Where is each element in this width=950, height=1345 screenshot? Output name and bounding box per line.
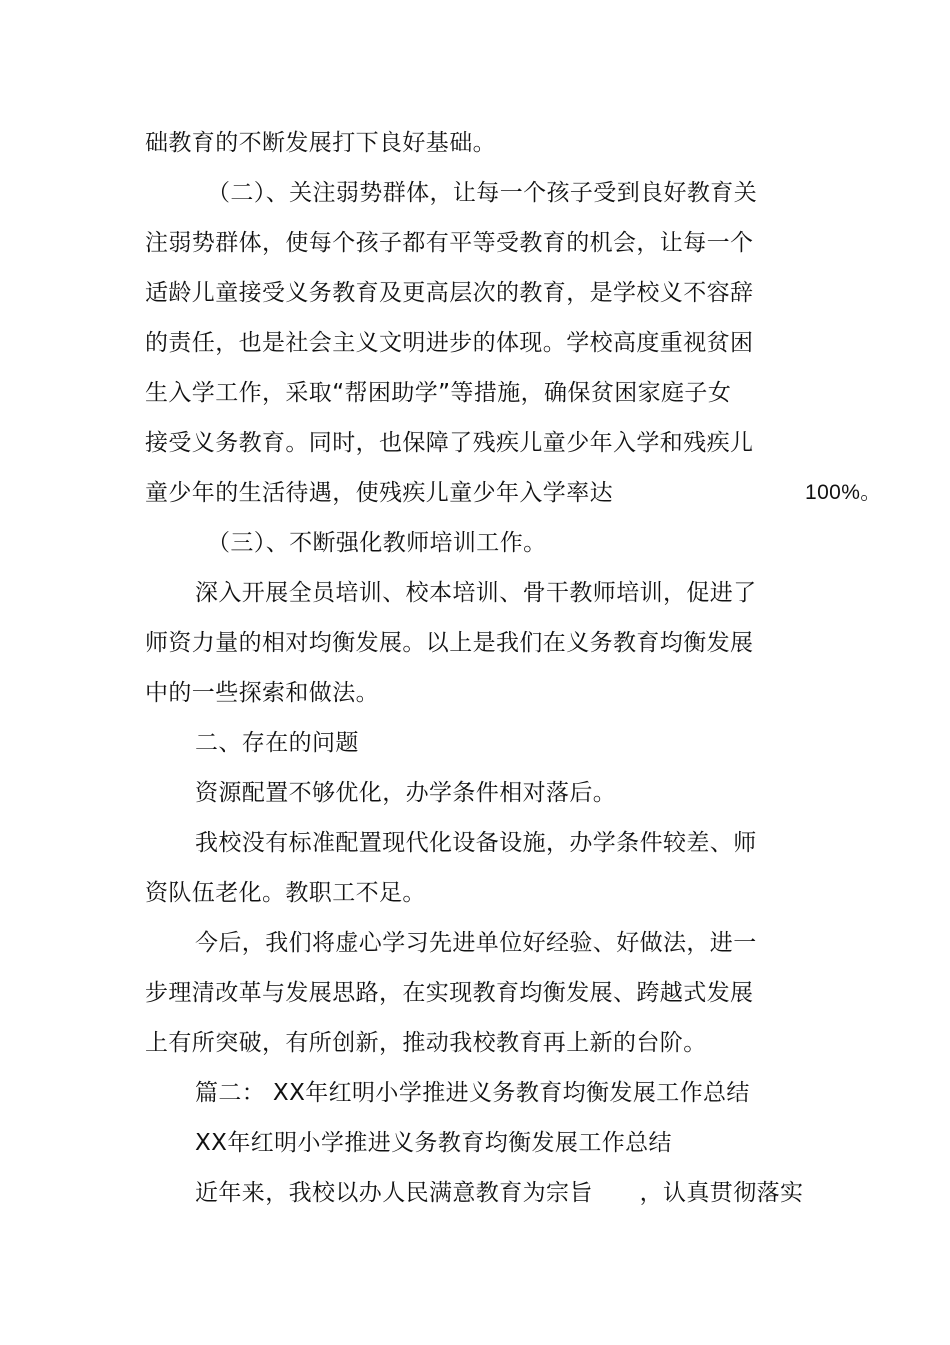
article-subtitle: XX年红明小学推进义务教育均衡发展工作总结: [195, 1130, 672, 1156]
paragraph-line: 础教育的不断发展打下良好基础。: [145, 130, 496, 156]
paragraph-line: 适龄儿童接受义务教育及更高层次的教育，是学校义不容辞: [145, 280, 754, 306]
section-heading: （二）、关注弱势群体，让每一个孩子受到良好教育关: [207, 180, 758, 206]
paragraph-line: [145, 478, 882, 508]
paragraph-line: 中的一些探索和做法。: [145, 680, 379, 706]
article-title: 篇二： XX年红明小学推进义务教育均衡发展工作总结: [195, 1080, 750, 1106]
paragraph-line: 接受义务教育。同时，也保障了残疾儿童少年入学和残疾儿: [145, 430, 754, 456]
section-heading: 二、存在的问题: [195, 730, 359, 756]
section-heading: （三）、不断强化教师培训工作。: [207, 530, 547, 556]
paragraph-line: 上有所突破，有所创新，推动我校教育再上新的台阶。: [145, 1030, 707, 1056]
paragraph-line: 今后，我们将虚心学习先进单位好经验、好做法，进一: [195, 930, 757, 956]
paragraph-line: 步理清改革与发展思路，在实现教育均衡发展、跨越式发展: [145, 980, 754, 1006]
paragraph-line: 深入开展全员培训、校本培训、骨干教师培训，促进了: [195, 580, 757, 606]
paragraph-line: 资队伍老化。教职工不足。: [145, 880, 426, 906]
paragraph-line: 生入学工作，采取“帮困助学”等措施，确保贫困家庭子女: [145, 380, 732, 406]
paragraph-line: 师资力量的相对均衡发展。以上是我们在义务教育均衡发展: [145, 630, 754, 656]
paragraph-line: 注弱势群体，使每个孩子都有平等受教育的机会，让每一个: [145, 230, 754, 256]
enrollment-rate: 100%。: [805, 481, 882, 504]
paragraph-line: 的责任，也是社会主义文明进步的体现。学校高度重视贫困: [145, 330, 754, 356]
paragraph-line: 近年来，我校以办人民满意教育为宗旨 ，认真贯彻落实: [195, 1180, 804, 1206]
paragraph-line: 资源配置不够优化，办学条件相对落后。: [195, 780, 617, 806]
paragraph-text: 童少年的生活待遇，使残疾儿童少年入学率达: [145, 480, 613, 506]
paragraph-line: 我校没有标准配置现代化设备设施，办学条件较差、师: [195, 830, 757, 856]
